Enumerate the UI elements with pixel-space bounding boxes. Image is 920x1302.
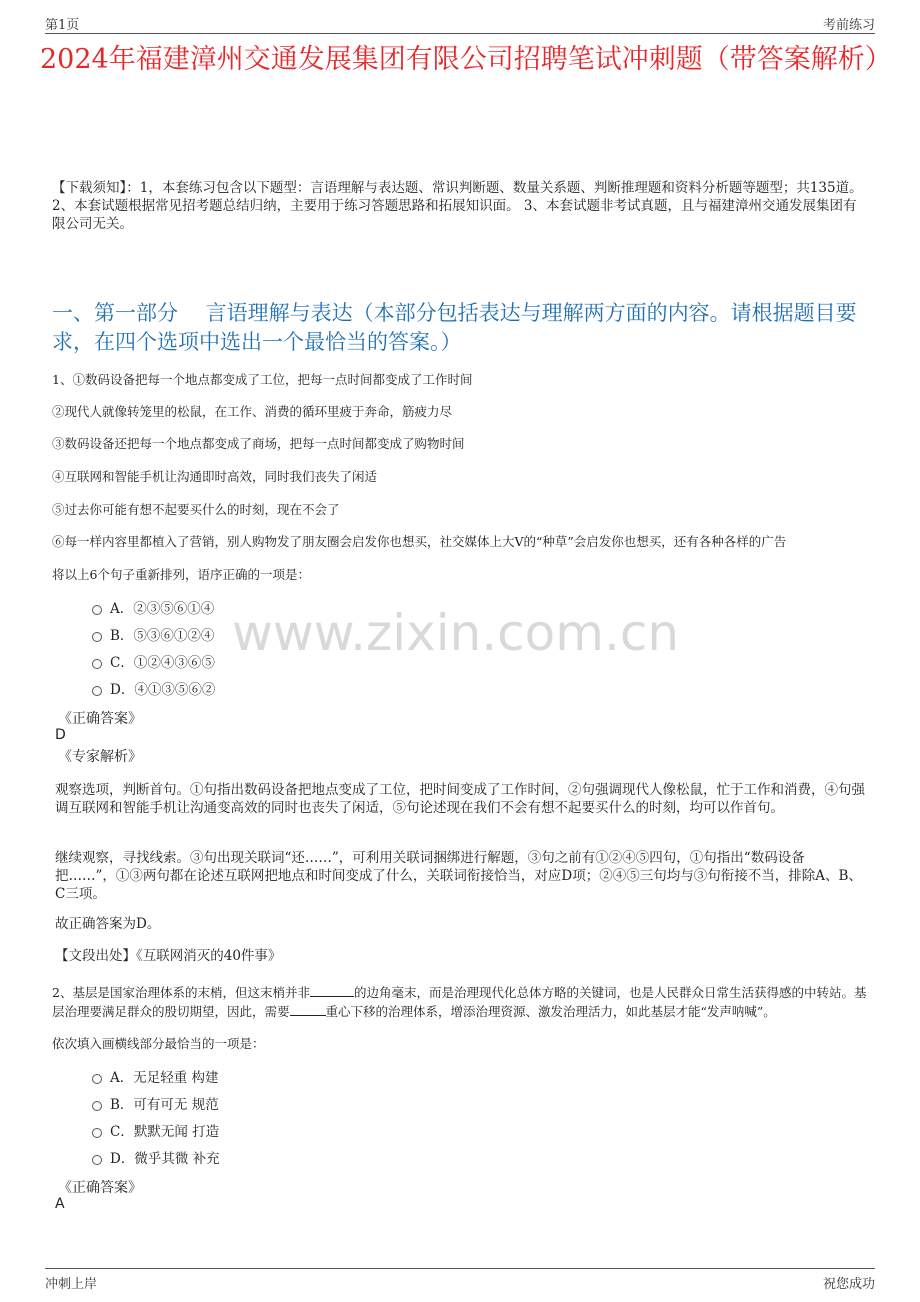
q2-stem: 2、基层是国家治理体系的末梢，但这末梢并非 的边角毫末，而是治理现代化总体方略的关键词，也是人民群众日常生活获得感的中转站。基层治理要满足群众的殷切期望，因此，需要 重心下移的治理体系，增添治理资源、激发治理活力，如此基层才能“发声呐喊”。: [52, 985, 867, 1019]
radio-icon[interactable]: [92, 686, 102, 696]
q1-option-b[interactable]: B．⑤③⑥①②④: [92, 627, 214, 645]
q1-analysis-paragraph: 继续观察，寻找线索。③句出现关联词“还……”，可利用关联词捆绑进行解题，③句之前有①②④⑤四句，①句指出“数码设备把……”，①③两句都在论述互联网把地点和时间变成了什么，关联词衔接恰当，对应D项；②④⑤三句均与③句衔接不当，排除A、B、C三项。: [55, 850, 862, 902]
download-notice: 【下载须知】：1，本套练习包含以下题型：言语理解与表达题、常识判断题、数量关系题、判断推理题和资料分析题等题型；共135道。 2、本套试题根据常见招考题总结归纳，主要用于练习答题思路和拓展知识面。 3、本套试题非考试真题，且与福建漳州交通发展集团有限公司无关。: [52, 180, 863, 232]
radio-icon[interactable]: [92, 1155, 102, 1165]
header-divider: [45, 33, 875, 34]
radio-icon[interactable]: [92, 1074, 102, 1084]
q2-option-c[interactable]: C．默默无闻 打造: [92, 1123, 219, 1141]
q2-option-a[interactable]: A．无足轻重 构建: [92, 1069, 219, 1087]
q1-analysis-label: 《专家解析》: [58, 749, 142, 765]
q1-answer: D: [55, 727, 66, 743]
page-number: 第1页: [45, 18, 80, 33]
header-tag: 考前练习: [822, 18, 875, 33]
radio-icon[interactable]: [92, 632, 102, 642]
q1-stem-line: ④互联网和智能手机让沟通即时高效，同时我们丧失了闲适: [52, 469, 378, 484]
q1-prompt: 将以上6个句子重新排列，语序正确的一项是：: [52, 567, 310, 582]
footer-right: 祝您成功: [822, 1277, 875, 1292]
q1-stem-line: ②现代人就像转笼里的松鼠，在工作、消费的循环里疲于奔命，筋疲力尽: [52, 404, 453, 419]
q1-analysis-conclusion: 故正确答案为D。: [55, 916, 161, 932]
q2-option-d[interactable]: D．微乎其微 补充: [92, 1150, 220, 1168]
radio-icon[interactable]: [92, 659, 102, 669]
q1-stem-line: 1、①数码设备把每一个地点都变成了工位，把每一点时间都变成了工作时间: [52, 372, 473, 387]
q1-option-c[interactable]: C．①②④③⑥⑤: [92, 654, 215, 672]
q1-stem-line: ③数码设备还把每一个地点都变成了商场，把每一点时间都变成了购物时间: [52, 436, 465, 451]
q2-answer-label: 《正确答案》: [58, 1180, 142, 1196]
q1-stem-line: ⑥每一样内容里都植入了营销，别人购物发了朋友圈会启发你也想买，社交媒体上大V的“种草”会启发你也想买，还有各种各样的广告: [52, 534, 787, 549]
fill-blank: [290, 1015, 326, 1016]
q1-source: 【文段出处】《互联网消灭的40件事》: [55, 948, 282, 964]
fill-blank: [310, 996, 354, 997]
q2-option-b[interactable]: B．可有可无 规范: [92, 1096, 219, 1114]
q1-option-d[interactable]: D．④①③⑤⑥②: [92, 681, 215, 699]
radio-icon[interactable]: [92, 605, 102, 615]
document-title: 2024年福建漳州交通发展集团有限公司招聘笔试冲刺题（带答案解析）: [40, 44, 892, 75]
radio-icon[interactable]: [92, 1101, 102, 1111]
q1-option-a[interactable]: A．②③⑤⑥①④: [92, 600, 214, 618]
q1-analysis-paragraph: 观察选项，判断首句。①句指出数码设备把地点变成了工位，把时间变成了工作时间，②句强调现代人像松鼠，忙于工作和消费，④句强调互联网和智能手机让沟通变高效的同时也丧失了闲适，⑤句论述现在我们不会有想不起要买什么的时刻，均可以作首句。: [55, 782, 865, 816]
watermark: www.zixin.com.cn: [232, 604, 680, 662]
radio-icon[interactable]: [92, 1128, 102, 1138]
footer-divider: [45, 1268, 875, 1269]
q1-answer-label: 《正确答案》: [58, 711, 142, 727]
page-header: [45, 14, 875, 32]
q2-prompt: 依次填入画横线部分最恰当的一项是：: [52, 1036, 265, 1051]
q1-stem-line: ⑤过去你可能有想不起要买什么的时刻，现在不会了: [52, 502, 340, 517]
section-heading: 一、第一部分 言语理解与表达（本部分包括表达与理解两方面的内容。请根据题目要求，在四个选项中选出一个最恰当的答案。）: [52, 301, 857, 354]
footer-left: 冲刺上岸: [45, 1277, 98, 1292]
q2-answer: A: [55, 1196, 65, 1212]
